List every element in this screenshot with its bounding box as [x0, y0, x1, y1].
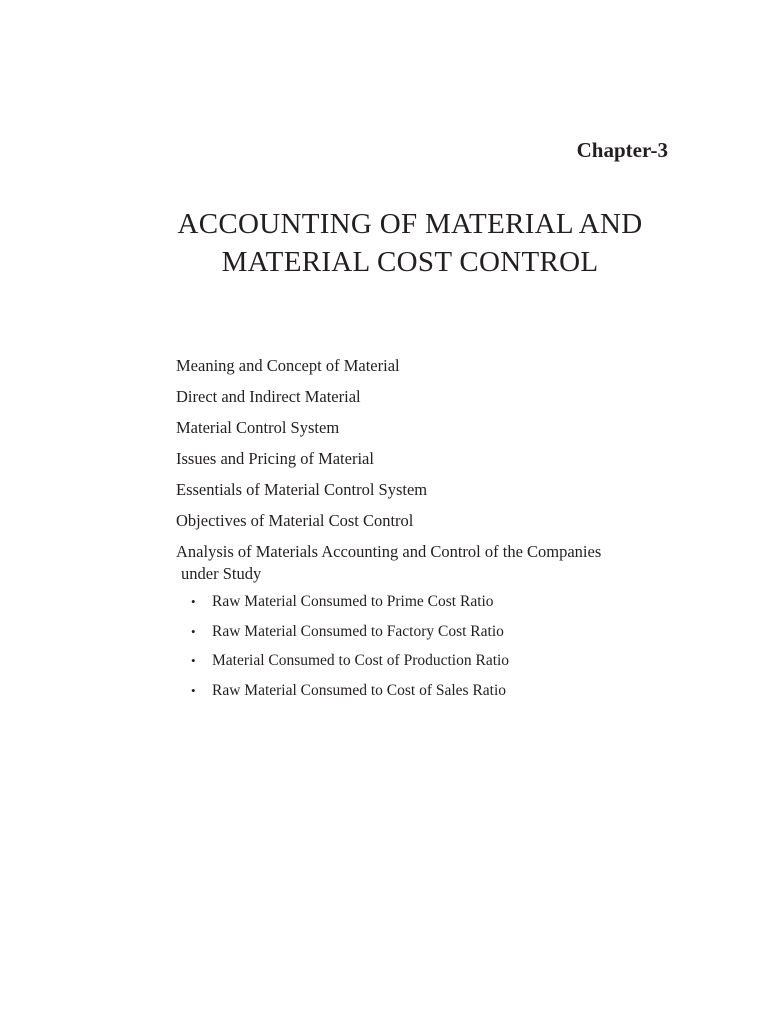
- subtopic-text: Material Consumed to Cost of Production Ratio: [212, 652, 510, 669]
- analysis-subtopics-list: [176, 591, 656, 702]
- topic-item: [176, 479, 656, 501]
- subtopic-item: [176, 621, 656, 643]
- topic-text: Material Control System: [176, 418, 340, 437]
- topic-text: Essentials of Material Control System: [176, 480, 428, 499]
- topic-item: [176, 355, 656, 377]
- bullet-icon: •: [191, 623, 196, 639]
- topic-item: [176, 510, 656, 532]
- topic-text: Meaning and Concept of Material: [176, 356, 400, 375]
- bullet-icon: •: [191, 653, 196, 668]
- topic-item: [176, 386, 656, 408]
- topic-text: Objectives of Material Cost Control: [176, 511, 414, 530]
- subtopic-item: [176, 591, 656, 613]
- chapter-contents-list: [176, 355, 656, 711]
- bullet-icon: •: [191, 594, 196, 609]
- subtopic-item: [176, 680, 656, 702]
- bullet-icon: •: [191, 682, 196, 698]
- subtopic-text: Raw Material Consumed to Factory Cost Ratio: [212, 622, 504, 640]
- topic-text: Issues and Pricing of Material: [176, 449, 374, 468]
- topic-item: [176, 417, 656, 439]
- chapter-title-line-2: MATERIAL COST CONTROL: [221, 246, 599, 278]
- subtopic-text: Raw Material Consumed to Cost of Sales Ratio: [212, 681, 507, 699]
- analysis-text-line-2: under Study: [181, 564, 262, 583]
- subtopic-text: Raw Material Consumed to Prime Cost Ratio: [212, 593, 494, 610]
- topic-text: Direct and Indirect Material: [176, 387, 361, 406]
- analysis-text-line-1: Analysis of Materials Accounting and Control of the Companies: [176, 542, 602, 561]
- topic-item: [176, 448, 656, 470]
- chapter-title-line-1: ACCOUNTING OF MATERIAL AND: [177, 208, 643, 240]
- chapter-title: [150, 205, 670, 281]
- topic-item-analysis: [176, 541, 656, 702]
- chapter-label: Chapter-3: [576, 138, 668, 162]
- subtopic-item: [176, 650, 656, 672]
